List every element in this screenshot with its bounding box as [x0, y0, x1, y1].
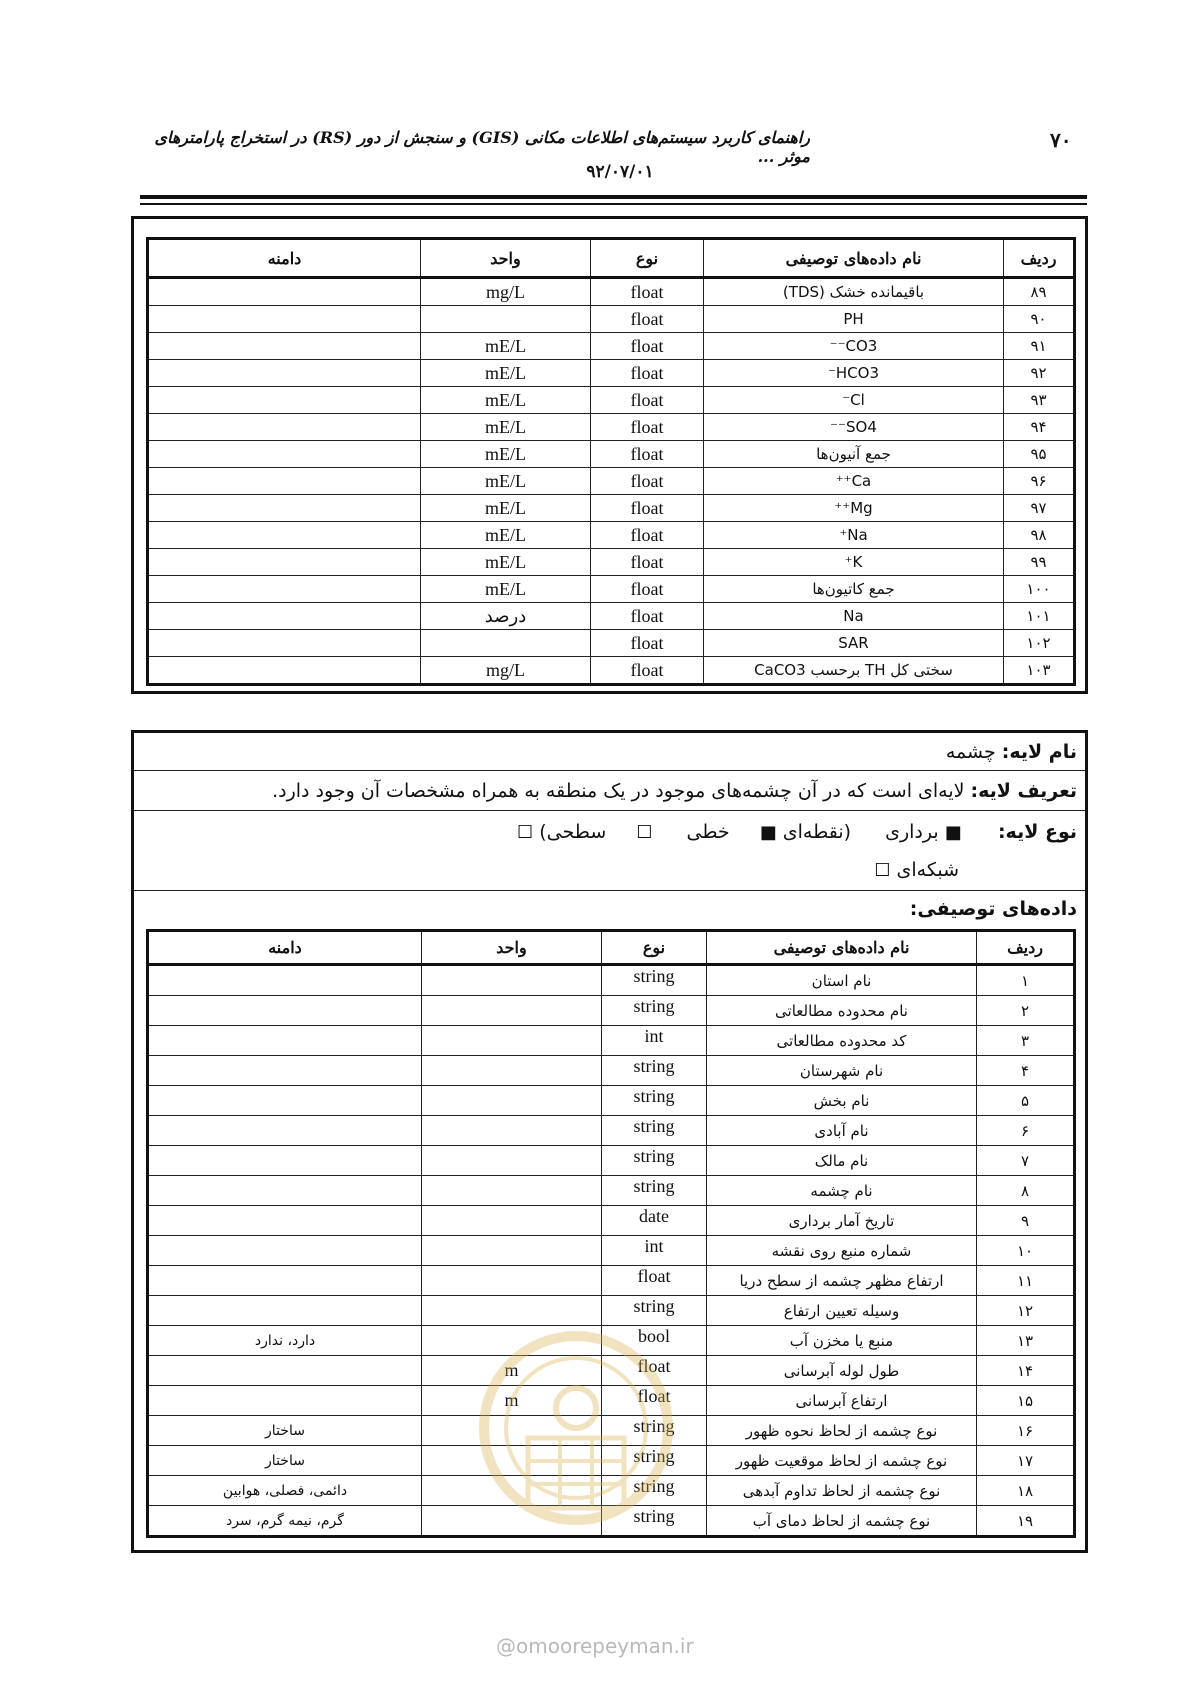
descriptive-data-row	[134, 891, 1085, 927]
cell-name: نوع چشمه از لحاظ موقعیت ظهور	[707, 1446, 977, 1476]
empty-box-icon: ☐	[636, 822, 653, 843]
cell-type: string	[602, 1056, 707, 1086]
table-row	[148, 1236, 1075, 1266]
cell-range	[148, 306, 421, 333]
cell-type: int	[602, 1236, 707, 1266]
cell-name: نام محدوده مطالعاتی	[707, 996, 977, 1026]
cell-unit: mE/L	[421, 333, 591, 360]
cell-name: نام استان	[707, 965, 977, 996]
table-row	[148, 1176, 1075, 1206]
cell-name: نام بخش	[707, 1086, 977, 1116]
cell-type: float	[591, 306, 704, 333]
cell-range	[148, 468, 421, 495]
table-row	[148, 996, 1075, 1026]
cell-row-no: ۶	[977, 1116, 1075, 1146]
cell-row-no: ۹۷	[1004, 495, 1075, 522]
cell-type: date	[602, 1206, 707, 1236]
option-area: سطحی)	[539, 821, 607, 843]
cell-range	[148, 387, 421, 414]
cell-type: float	[591, 657, 704, 685]
cell-range	[148, 522, 421, 549]
cell-type: string	[602, 1086, 707, 1116]
table-row	[148, 1026, 1075, 1056]
table-row	[148, 278, 1075, 306]
layer-name-value: چشمه	[945, 741, 996, 763]
cell-row-no: ۱۹	[977, 1506, 1075, 1537]
cell-type: float	[591, 495, 704, 522]
cell-type: float	[602, 1266, 707, 1296]
layer-type-line-2	[874, 859, 959, 881]
cell-type: string	[602, 1296, 707, 1326]
cell-range	[148, 278, 421, 306]
cell-unit	[422, 1266, 602, 1296]
option-raster: شبکه‌ای	[896, 859, 959, 881]
cell-range	[148, 495, 421, 522]
cell-name: CO3⁻⁻	[704, 333, 1004, 360]
cell-type: bool	[602, 1326, 707, 1356]
col-header-name: نام داده‌های توصیفی	[707, 931, 977, 965]
descriptive-data-label: داده‌های توصیفی:	[909, 898, 1077, 920]
cell-type: int	[602, 1026, 707, 1056]
watermark-site: @omoorepeyman.ir	[496, 1634, 694, 1658]
cell-unit: m	[422, 1386, 602, 1416]
cell-range	[148, 965, 422, 996]
header-rule-thin	[140, 203, 1087, 205]
cell-unit	[422, 1026, 602, 1056]
cell-type: float	[591, 522, 704, 549]
cell-type: string	[602, 1146, 707, 1176]
cell-range: گرم، نیمه گرم، سرد	[148, 1506, 422, 1537]
cell-name: Cl⁻	[704, 387, 1004, 414]
cell-unit: mE/L	[421, 387, 591, 414]
cell-range	[148, 1236, 422, 1266]
layer-type-line	[517, 821, 1077, 843]
table-header-row	[148, 239, 1075, 278]
cell-unit: mE/L	[421, 495, 591, 522]
cell-row-no: ۱۸	[977, 1476, 1075, 1506]
cell-name: HCO3⁻	[704, 360, 1004, 387]
cell-name: SAR	[704, 630, 1004, 657]
cell-name: باقیمانده خشک (TDS)	[704, 278, 1004, 306]
col-header-range: دامنه	[148, 239, 421, 278]
cell-range	[148, 1116, 422, 1146]
cell-name: Na	[704, 603, 1004, 630]
col-header-name: نام داده‌های توصیفی	[704, 239, 1004, 278]
cell-row-no: ۹۲	[1004, 360, 1075, 387]
col-header-unit: واحد	[422, 931, 602, 965]
cell-type: float	[591, 549, 704, 576]
cell-range	[148, 657, 421, 685]
cell-name: نوع چشمه از لحاظ دمای آب	[707, 1506, 977, 1537]
cell-unit	[422, 1206, 602, 1236]
cell-range	[148, 1146, 422, 1176]
cell-name: نوع چشمه از لحاظ نحوه ظهور	[707, 1416, 977, 1446]
cell-type: string	[602, 1176, 707, 1206]
cell-unit: mg/L	[421, 278, 591, 306]
cell-row-no: ۹۱	[1004, 333, 1075, 360]
table1-frame	[131, 216, 1088, 694]
col-header-row-no: ردیف	[977, 931, 1075, 965]
table-row	[148, 306, 1075, 333]
cell-row-no: ۹۰	[1004, 306, 1075, 333]
cell-row-no: ۵	[977, 1086, 1075, 1116]
cell-range: ساختار	[148, 1446, 422, 1476]
table-row	[148, 387, 1075, 414]
cell-row-no: ۱۰۱	[1004, 603, 1075, 630]
cell-unit: mE/L	[421, 522, 591, 549]
table-row	[148, 468, 1075, 495]
cell-type: float	[591, 576, 704, 603]
cell-range	[148, 441, 421, 468]
cell-name: ارتفاع آبرسانی	[707, 1386, 977, 1416]
cell-type: float	[591, 333, 704, 360]
table-row	[148, 1146, 1075, 1176]
table-row	[148, 657, 1075, 685]
cell-name: نام شهرستان	[707, 1056, 977, 1086]
cell-unit: mE/L	[421, 549, 591, 576]
table-row	[148, 333, 1075, 360]
cell-range	[148, 996, 422, 1026]
cell-row-no: ۹۵	[1004, 441, 1075, 468]
col-header-type: نوع	[591, 239, 704, 278]
cell-row-no: ۸۹	[1004, 278, 1075, 306]
cell-row-no: ۱۰۰	[1004, 576, 1075, 603]
cell-range	[148, 1356, 422, 1386]
cell-type: string	[602, 1446, 707, 1476]
cell-unit	[422, 1236, 602, 1266]
cell-unit: mE/L	[421, 441, 591, 468]
layer-definition-row	[134, 771, 1085, 811]
cell-range	[148, 603, 421, 630]
table-row	[148, 576, 1075, 603]
cell-row-no: ۱۷	[977, 1446, 1075, 1476]
cell-type: float	[591, 414, 704, 441]
cell-name: نوع چشمه از لحاظ تداوم آبدهی	[707, 1476, 977, 1506]
cell-type: float	[591, 278, 704, 306]
layer-type-label: نوع لایه:	[997, 821, 1077, 843]
cell-name: شماره منبع روی نقشه	[707, 1236, 977, 1266]
cell-unit: mE/L	[421, 360, 591, 387]
checked-box-icon: ■	[944, 822, 962, 843]
table-row	[148, 549, 1075, 576]
col-header-row-no: ردیف	[1004, 239, 1075, 278]
cell-unit	[422, 1176, 602, 1206]
cell-range	[148, 630, 421, 657]
cell-type: string	[602, 1116, 707, 1146]
cell-range	[148, 1056, 422, 1086]
table-row	[148, 414, 1075, 441]
cell-name: Ca⁺⁺	[704, 468, 1004, 495]
table-row	[148, 1206, 1075, 1236]
col-header-unit: واحد	[421, 239, 591, 278]
layer-name-row	[134, 733, 1085, 771]
cell-row-no: ۷	[977, 1146, 1075, 1176]
cell-unit: mg/L	[421, 657, 591, 685]
cell-type: string	[602, 965, 707, 996]
cell-unit	[422, 1086, 602, 1116]
cell-unit: mE/L	[421, 576, 591, 603]
cell-unit	[422, 996, 602, 1026]
table-row	[148, 965, 1075, 996]
table-row	[148, 495, 1075, 522]
cell-range	[148, 333, 421, 360]
layer-name-label: نام لایه:	[1001, 741, 1077, 763]
table-header-row	[148, 931, 1075, 965]
cell-range	[148, 576, 421, 603]
cell-range: دائمی، فصلی، هوابین	[148, 1476, 422, 1506]
cell-name: سختی کل TH برحسب CaCO3	[704, 657, 1004, 685]
cell-type: float	[602, 1356, 707, 1386]
publisher-seal-watermark	[476, 1318, 676, 1548]
running-title: راهنمای کاربرد سیستم‌های اطلاعات مکانی (GIS) و سنجش از دور (RS) در استخراج پارامترهای موثر ...	[154, 128, 810, 166]
cell-row-no: ۲	[977, 996, 1075, 1026]
cell-name: PH	[704, 306, 1004, 333]
cell-range	[148, 360, 421, 387]
cell-name: نام مالک	[707, 1146, 977, 1176]
cell-range	[148, 1086, 422, 1116]
cell-row-no: ۱۲	[977, 1296, 1075, 1326]
cell-range	[148, 1296, 422, 1326]
cell-name: جمع آنیون‌ها	[704, 441, 1004, 468]
cell-name: وسیله تعیین ارتفاع	[707, 1296, 977, 1326]
cell-type: float	[602, 1386, 707, 1416]
cell-name: تاریخ آمار برداری	[707, 1206, 977, 1236]
cell-row-no: ۹۴	[1004, 414, 1075, 441]
cell-row-no: ۱	[977, 965, 1075, 996]
option-vector: برداری	[885, 821, 939, 843]
cell-unit: mE/L	[421, 468, 591, 495]
col-header-type: نوع	[602, 931, 707, 965]
col-header-range: دامنه	[148, 931, 422, 965]
table-row	[148, 1086, 1075, 1116]
cell-range	[148, 1266, 422, 1296]
table-row	[148, 1116, 1075, 1146]
cell-row-no: ۱۰۲	[1004, 630, 1075, 657]
cell-name: Mg⁺⁺	[704, 495, 1004, 522]
cell-range	[148, 1026, 422, 1056]
cell-name: کد محدوده مطالعاتی	[707, 1026, 977, 1056]
cell-row-no: ۹۹	[1004, 549, 1075, 576]
cell-row-no: ۹۸	[1004, 522, 1075, 549]
table-row	[148, 441, 1075, 468]
table-row	[148, 603, 1075, 630]
cell-unit	[422, 1116, 602, 1146]
cell-unit	[421, 630, 591, 657]
cell-name: منبع یا مخزن آب	[707, 1326, 977, 1356]
cell-row-no: ۱۰	[977, 1236, 1075, 1266]
cell-row-no: ۹۶	[1004, 468, 1075, 495]
cell-type: float	[591, 441, 704, 468]
cell-unit	[422, 965, 602, 996]
cell-name: ارتفاع مظهر چشمه از سطح دریا	[707, 1266, 977, 1296]
table-row	[148, 360, 1075, 387]
cell-row-no: ۹۳	[1004, 387, 1075, 414]
page-number: ۷۰	[1050, 128, 1072, 152]
table-row	[148, 630, 1075, 657]
cell-name: Na⁺	[704, 522, 1004, 549]
table-row	[148, 1266, 1075, 1296]
cell-name: طول لوله آبرسانی	[707, 1356, 977, 1386]
cell-row-no: ۹	[977, 1206, 1075, 1236]
cell-row-no: ۳	[977, 1026, 1075, 1056]
table-row	[148, 522, 1075, 549]
cell-row-no: ۱۱	[977, 1266, 1075, 1296]
cell-type: string	[602, 1416, 707, 1446]
cell-row-no: ۱۶	[977, 1416, 1075, 1446]
cell-unit: درصد	[421, 603, 591, 630]
cell-range	[148, 549, 421, 576]
cell-type: float	[591, 387, 704, 414]
cell-type: float	[591, 468, 704, 495]
cell-name: جمع کاتیون‌ها	[704, 576, 1004, 603]
cell-unit	[421, 306, 591, 333]
water-quality-table	[146, 237, 1076, 686]
cell-name: SO4⁻⁻	[704, 414, 1004, 441]
cell-row-no: ۴	[977, 1056, 1075, 1086]
cell-name: نام چشمه	[707, 1176, 977, 1206]
cell-unit	[422, 1146, 602, 1176]
header-date: ۹۲/۰۷/۰۱	[586, 162, 654, 182]
cell-type: string	[602, 996, 707, 1026]
cell-unit: m	[422, 1356, 602, 1386]
cell-type: float	[591, 630, 704, 657]
layer-definition-label: تعریف لایه:	[970, 780, 1077, 802]
layer-type-row	[134, 811, 1085, 891]
checked-box-icon: ■	[759, 822, 777, 843]
cell-type: float	[591, 360, 704, 387]
cell-range	[148, 1206, 422, 1236]
cell-range: دارد، ندارد	[148, 1326, 422, 1356]
header-rule-thick	[140, 195, 1087, 199]
layer-definition-value: لایه‌ای است که در آن چشمه‌های موجود در یک منطقه به همراه مشخصات آن وجود دارد.	[272, 780, 965, 802]
option-line: خطی	[686, 821, 730, 843]
cell-unit: mE/L	[421, 414, 591, 441]
cell-row-no: ۱۳	[977, 1326, 1075, 1356]
cell-row-no: ۱۴	[977, 1356, 1075, 1386]
cell-name: K⁺	[704, 549, 1004, 576]
cell-name: نام آبادی	[707, 1116, 977, 1146]
cell-type: float	[591, 603, 704, 630]
cell-row-no: ۸	[977, 1176, 1075, 1206]
cell-range	[148, 414, 421, 441]
cell-range	[148, 1176, 422, 1206]
table-row	[148, 1056, 1075, 1086]
empty-box-icon: ☐	[517, 822, 534, 843]
cell-row-no: ۱۰۳	[1004, 657, 1075, 685]
option-point: (نقطه‌ای	[782, 821, 852, 843]
cell-range: ساختار	[148, 1416, 422, 1446]
cell-type: string	[602, 1476, 707, 1506]
cell-row-no: ۱۵	[977, 1386, 1075, 1416]
cell-type: string	[602, 1506, 707, 1537]
empty-box-icon: ☐	[874, 860, 891, 881]
cell-unit	[422, 1056, 602, 1086]
cell-range	[148, 1386, 422, 1416]
